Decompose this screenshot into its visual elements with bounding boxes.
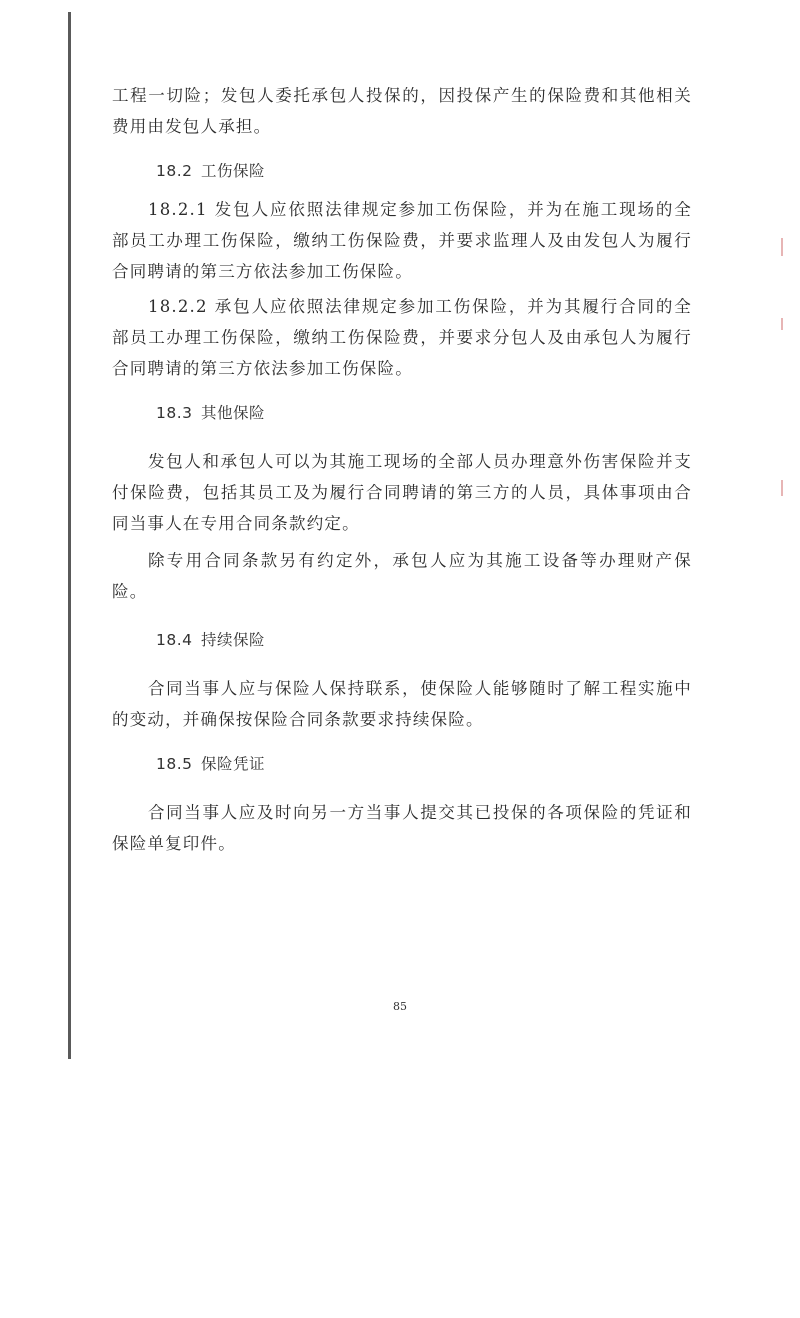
section-heading-18-2 xyxy=(112,156,692,186)
paragraph-insurance-cost: 工程一切险；发包人委托承包人投保的，因投保产生的保险费和其他相关费用由发包人承担。 xyxy=(112,86,692,136)
section-number: 18.5 xyxy=(156,755,193,773)
paragraph-18-2-1: 18.2.1 发包人应依照法律规定参加工伤保险，并为在施工现场的全部员工办理工伤保险，缴纳工伤保险费，并要求监理人及由发包人为履行合同聘请的第三方依法参加工伤保险。 xyxy=(112,200,692,281)
section-number: 18.4 xyxy=(156,631,193,649)
page-number: 85 xyxy=(393,1000,407,1013)
scan-artifact-mark xyxy=(781,238,783,256)
paragraph-18-5: 合同当事人应及时向另一方当事人提交其已投保的各项保险的凭证和保险单复印件。 xyxy=(112,803,692,853)
section-title: 保险凭证 xyxy=(200,755,265,773)
binding-margin-line xyxy=(68,12,71,1059)
paragraph-18-3-accident-insurance: 发包人和承包人可以为其施工现场的全部人员办理意外伤害保险并支付保险费，包括其员工及为履行合同聘请的第三方的人员，具体事项由合同当事人在专用合同条款约定。 xyxy=(112,452,692,533)
paragraph-18-2-2: 18.2.2 承包人应依照法律规定参加工伤保险，并为其履行合同的全部员工办理工伤保险，缴纳工伤保险费，并要求分包人及由承包人为履行合同聘请的第三方依法参加工伤保险。 xyxy=(112,297,692,378)
section-number: 18.3 xyxy=(156,404,193,422)
scan-artifact-mark xyxy=(781,318,783,330)
scan-artifact-mark xyxy=(781,480,783,496)
section-title: 工伤保险 xyxy=(200,162,265,180)
paragraph-18-3-property-insurance: 除专用合同条款另有约定外，承包人应为其施工设备等办理财产保险。 xyxy=(112,551,692,601)
document-page xyxy=(112,80,692,859)
section-heading-18-3 xyxy=(112,398,692,428)
section-title: 其他保险 xyxy=(200,404,265,422)
paragraph-18-4: 合同当事人应与保险人保持联系，使保险人能够随时了解工程实施中的变动，并确保按保险合同条款要求持续保险。 xyxy=(112,679,692,729)
section-heading-18-4 xyxy=(112,625,692,655)
section-title: 持续保险 xyxy=(200,631,265,649)
section-number: 18.2 xyxy=(156,162,193,180)
section-heading-18-5 xyxy=(112,749,692,779)
